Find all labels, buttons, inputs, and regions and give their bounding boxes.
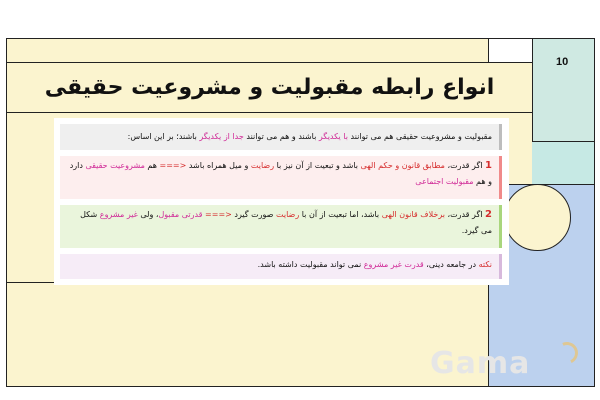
highlighted-text: با یکدیگر: [318, 132, 348, 141]
paragraph-number: 2: [485, 209, 492, 220]
watermark-logo: Gama: [430, 346, 531, 381]
decorative-circle: [504, 184, 571, 251]
paragraph-number: 1: [485, 160, 492, 171]
highlighted-text: مقبولیت اجتماعی: [415, 177, 474, 186]
text-segment: در جامعه دینی،: [423, 260, 479, 269]
text-segment: اگر قدرت،: [444, 210, 486, 219]
highlighted-text: رضایت: [276, 210, 300, 219]
text-segment: باشند و هم می توانند: [243, 132, 319, 141]
text-segment: باشد، اما تبعیت از آن با: [299, 210, 382, 219]
intro-paragraph: [60, 124, 502, 150]
slide-title: انواع رابطه مقبولیت و مشروعیت حقیقی: [44, 75, 495, 100]
point-1-paragraph: [60, 156, 502, 199]
highlighted-text: مطابق قانون و حکم الهی: [360, 161, 445, 170]
highlighted-text: قدرت غیر مشروع: [363, 260, 424, 269]
highlighted-text: <===: [159, 161, 187, 170]
highlighted-text: برخلاف قانون الهی: [381, 210, 445, 219]
text-segment: باشد و تبعیت از آن نیز با: [274, 161, 361, 170]
text-segment: باشند؛ بر این اساس:: [127, 132, 200, 141]
bg-panel-bottom-left: [7, 282, 488, 387]
text-segment: ، ولی: [137, 210, 159, 219]
highlighted-text: غیر مشروع: [99, 210, 138, 219]
text-segment: و میل همراه باشد: [186, 161, 251, 170]
title-band: [7, 62, 532, 113]
text-segment: شکل می گیرد.: [80, 210, 492, 235]
highlighted-text: قدرتی مقبول: [158, 210, 206, 219]
point-2-paragraph: [60, 205, 502, 248]
text-segment: صورت گیرد: [231, 210, 276, 219]
highlighted-text: مشروعیت حقیقی: [85, 161, 145, 170]
highlighted-text: <===: [205, 210, 232, 219]
text-segment: نمی تواند مقبولیت داشته باشد.: [257, 260, 364, 269]
highlighted-text: جدا از یکدیگر: [199, 132, 244, 141]
text-segment: دارد و هم: [69, 161, 492, 186]
text-segment: مقبولیت و مشروعیت حقیقی هم می توانند: [347, 132, 492, 141]
text-segment: اگر قدرت،: [444, 161, 486, 170]
highlighted-text: رضایت: [250, 161, 275, 170]
highlighted-text: نکته: [478, 260, 492, 269]
note-paragraph: [60, 254, 502, 279]
text-segment: هم: [144, 161, 160, 170]
page-number: 10: [556, 56, 569, 68]
